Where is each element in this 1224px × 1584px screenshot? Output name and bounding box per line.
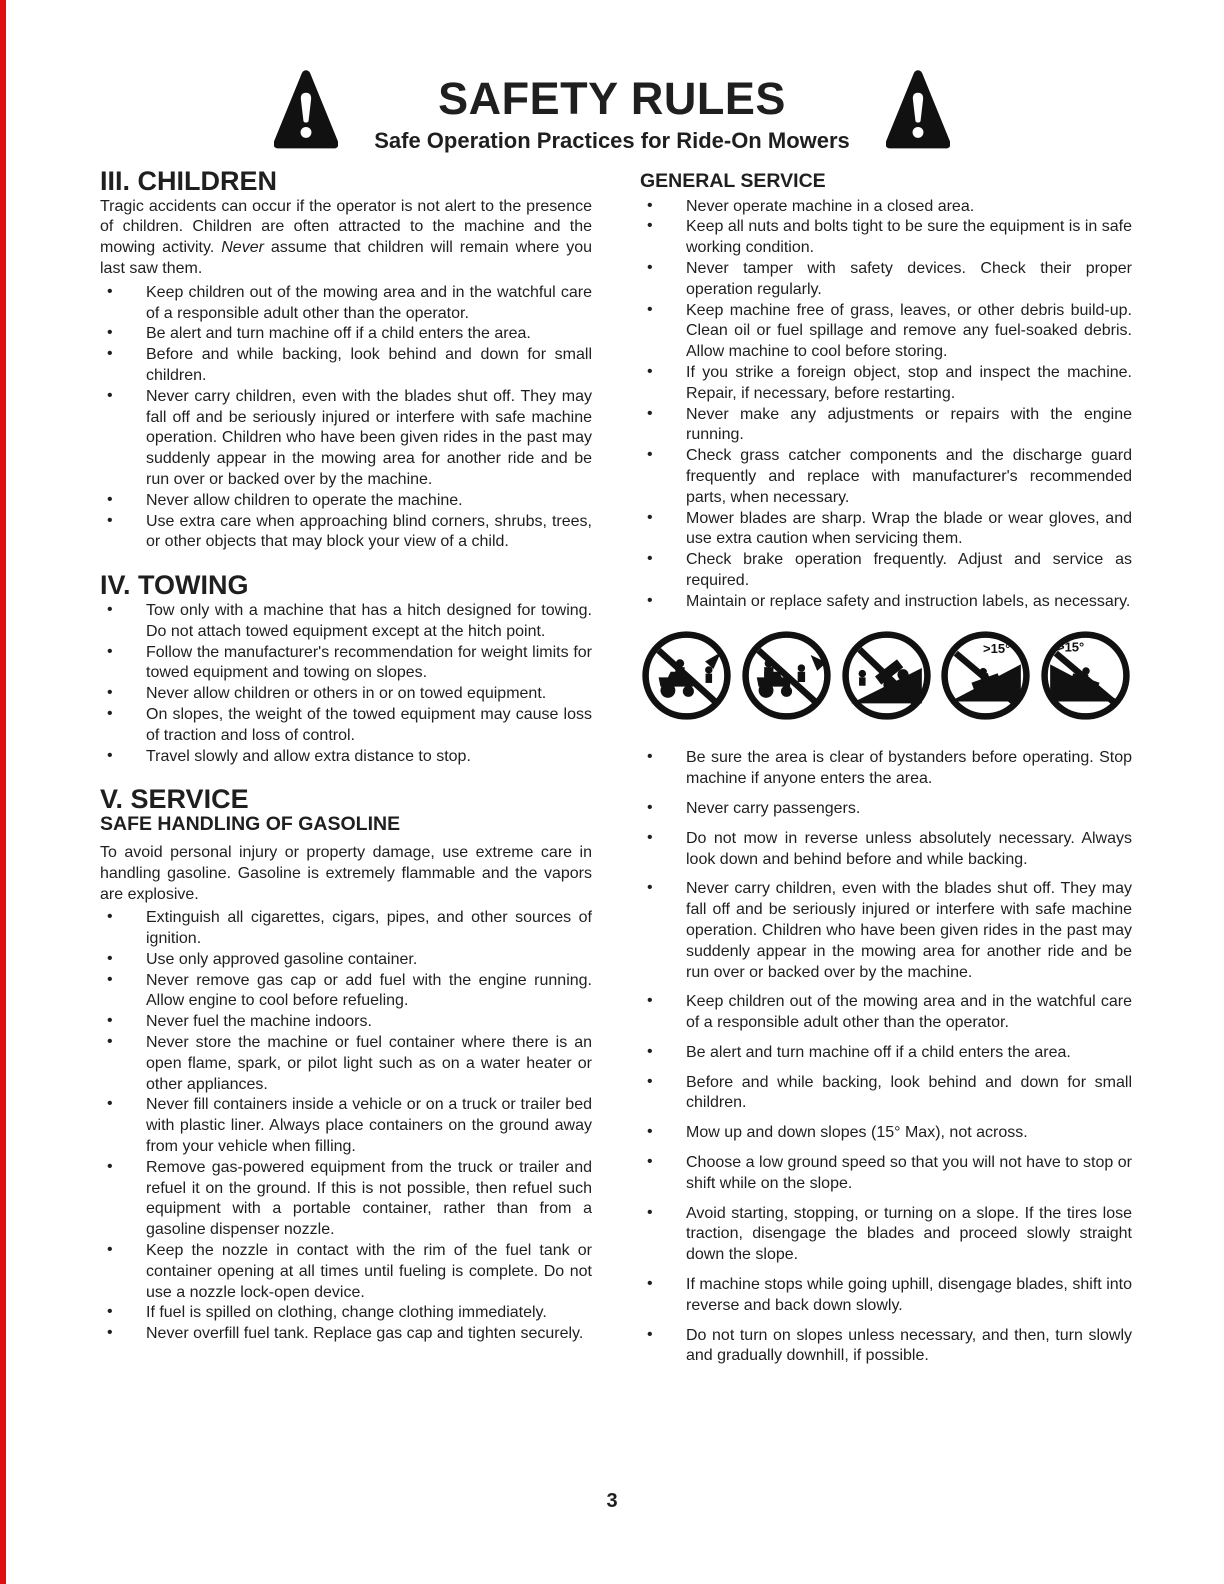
bullet-icon: •	[107, 1324, 113, 1342]
operation-bullet-list	[640, 748, 1132, 1367]
bullet-icon: •	[647, 508, 653, 526]
list-item	[640, 259, 1132, 301]
list-item	[640, 1123, 1132, 1144]
children-intro: Tragic accidents can occur if the operator is not alert to the presence of children. Children are often attracted to the machine and the mowing activity. Never assume that children will remain where you last saw them.	[100, 197, 593, 277]
no-uphill-over-15-degrees-icon	[939, 629, 1032, 729]
bullet-icon: •	[107, 345, 113, 363]
list-item	[640, 509, 1132, 551]
bullet-icon: •	[647, 1072, 653, 1090]
page-subtitle: Safe Operation Practices for Ride-On Mowers	[374, 127, 850, 153]
bullet-icon: •	[647, 591, 653, 609]
italic-never: Never	[221, 239, 264, 257]
list-item-text: Use only approved gasoline container.	[146, 950, 418, 968]
list-item	[640, 1326, 1132, 1368]
list-item	[100, 1324, 592, 1345]
list-item	[640, 829, 1132, 871]
list-item	[100, 345, 592, 387]
list-item	[100, 971, 592, 1013]
list-item	[100, 1241, 592, 1303]
bullet-icon: •	[647, 879, 653, 897]
list-item-text: Never carry passengers.	[686, 799, 861, 817]
list-item-text: Never store the machine or fuel container where there is an open flame, spark, or pilot light such as on a water heater or other appliances.	[146, 1034, 592, 1093]
list-item-text: Never overfill fuel tank. Replace gas cap and tighten securely.	[146, 1325, 584, 1343]
slope-limit-label: >15°	[1056, 638, 1085, 654]
list-item-text: If you strike a foreign object, stop and inspect the machine. Repair, if necessary, before restarting.	[686, 363, 1132, 402]
bullet-icon: •	[107, 949, 113, 967]
list-item-text: Mow up and down slopes (15° Max), not across.	[686, 1124, 1028, 1142]
section-heading-service: V. SERVICE	[100, 784, 249, 815]
bullet-icon: •	[647, 196, 653, 214]
bullet-icon: •	[647, 798, 653, 816]
list-item-text: Tow only with a machine that has a hitch designed for towing. Do not attach towed equipment except at the hitch point.	[146, 601, 592, 640]
list-item	[640, 799, 1132, 820]
no-downhill-over-15-degrees-icon	[1039, 629, 1132, 729]
towing-bullet-list	[100, 601, 592, 767]
list-item	[100, 950, 592, 971]
bullet-icon: •	[107, 1241, 113, 1259]
list-item	[640, 992, 1132, 1034]
bullet-icon: •	[107, 970, 113, 988]
bullet-icon: •	[647, 1275, 653, 1293]
list-item	[640, 197, 1132, 218]
list-item-text: Maintain or replace safety and instruction labels, as necessary.	[686, 592, 1131, 610]
subheading-safe-handling-gasoline: SAFE HANDLING OF GASOLINE	[100, 813, 401, 836]
list-item	[640, 550, 1132, 592]
list-item-text: Never fill containers inside a vehicle or on a truck or trailer bed with plastic liner. Always place containers on the ground away from your vehicle when filling.	[146, 1096, 592, 1156]
content-columns	[0, 159, 1224, 1376]
list-item-text: Do not turn on slopes unless necessary, and then, turn slowly and gradually downhill, if possible.	[686, 1326, 1132, 1365]
bullet-icon: •	[647, 1153, 653, 1171]
no-mowing-across-slopes-icon	[840, 629, 933, 729]
list-item-text: Keep all nuts and bolts tight to be sure the equipment is in safe working condition.	[686, 218, 1132, 257]
list-item-text: Extinguish all cigarettes, cigars, pipes, and other sources of ignition.	[146, 909, 592, 948]
list-item	[640, 363, 1132, 405]
bullet-icon: •	[647, 1123, 653, 1141]
list-item-text: Be sure the area is clear of bystanders before operating. Stop machine if anyone enters the area.	[686, 749, 1132, 788]
list-item	[640, 1043, 1132, 1064]
list-item-text: Choose a low ground speed so that you will not have to stop or shift while on the slope.	[686, 1154, 1132, 1192]
bullet-icon: •	[107, 282, 113, 300]
list-item	[640, 1073, 1132, 1115]
list-item	[100, 1158, 592, 1241]
list-item	[100, 1095, 592, 1157]
list-item-text: Keep the nozzle in contact with the rim of the fuel tank or container opening at all times until fueling is complete. Do not use a nozzle lock-open device.	[146, 1242, 592, 1301]
bullet-icon: •	[107, 1012, 113, 1030]
list-item	[640, 446, 1132, 508]
list-item	[640, 217, 1132, 259]
bullet-icon: •	[647, 404, 653, 422]
bullet-icon: •	[647, 1325, 653, 1343]
list-item-text: Never remove gas cap or add fuel with the engine running. Allow engine to cool before refueling.	[146, 971, 592, 1010]
bullet-icon: •	[107, 490, 113, 508]
section-heading-towing: IV. TOWING	[100, 570, 249, 601]
bullet-icon: •	[107, 642, 113, 660]
list-item-text: Do not mow in reverse unless absolutely necessary. Always look down and behind before and while backing.	[686, 829, 1132, 868]
list-item	[640, 405, 1132, 447]
list-item-text: Never tamper with safety devices. Check their proper operation regularly.	[686, 259, 1132, 298]
right-column	[640, 171, 1132, 1376]
list-item	[640, 301, 1132, 363]
bullet-icon: •	[107, 600, 113, 618]
list-item	[640, 879, 1132, 983]
list-item-text: Follow the manufacturer's recommendation for weight limits for towed equipment and towing on slopes.	[146, 643, 592, 682]
page-title: SAFETY RULES	[438, 72, 786, 124]
no-children-near-mower-icon	[640, 629, 733, 729]
page-edge-stripe	[0, 0, 6, 1584]
bullet-icon: •	[107, 684, 113, 702]
list-item-text: Never make any adjustments or repairs with the engine running.	[686, 405, 1132, 444]
bullet-icon: •	[647, 217, 653, 235]
prohibition-icons-row	[640, 629, 1132, 729]
list-item-text: If fuel is spilled on clothing, change clothing immediately.	[146, 1304, 547, 1322]
bullet-icon: •	[107, 908, 113, 926]
list-item	[100, 908, 592, 950]
list-item	[100, 283, 592, 325]
list-item-text: Remove gas-powered equipment from the truck or trailer and refuel it on the ground. If this is not possible, then refuel such equipment with a portable container, rather than from a gasoline dispenser nozzle.	[146, 1158, 592, 1239]
slope-limit-label: >15°	[983, 640, 1011, 656]
list-item	[100, 491, 592, 512]
bullet-icon: •	[647, 828, 653, 846]
bullet-icon: •	[647, 362, 653, 380]
list-item-text: Keep children out of the mowing area and in the watchful care of a responsible adult other than the operator.	[146, 283, 592, 322]
page-header	[274, 0, 950, 159]
bullet-icon: •	[647, 300, 653, 318]
list-item-text: Before and while backing, look behind and down for small children.	[146, 346, 592, 384]
list-item-text: Use extra care when approaching blind corners, shrubs, trees, or other objects that may block your view of a child.	[146, 512, 592, 551]
list-item	[100, 324, 592, 345]
section-heading-general-service: GENERAL SERVICE	[640, 169, 826, 192]
list-item	[100, 1012, 592, 1033]
bullet-icon: •	[647, 992, 653, 1010]
bullet-icon: •	[107, 324, 113, 342]
list-item-text: Keep machine free of grass, leaves, or other debris build-up. Clean oil or fuel spillage and remove any fuel-soaked debris. Allow machine to cool before storing.	[686, 301, 1132, 361]
bullet-icon: •	[107, 386, 113, 404]
list-item-text: Never carry children, even with the blades shut off. They may fall off and be seriously injured or interfere with safe machine operation. Children who have been given rides in the past may suddenly appear in the mowing area for another ride and be run over or backed over by the machine.	[146, 387, 592, 488]
list-item	[640, 1204, 1132, 1266]
list-item-text: Be alert and turn machine off if a child enters the area.	[146, 325, 531, 343]
list-item-text: Never carry children, even with the blades shut off. They may fall off and be seriously injured or interfere with safe machine operation. Children who have been given rides in the past may suddenly appear in the mowing area for another ride and be run over or backed over by the machine.	[686, 880, 1132, 981]
list-item-text: If machine stops while going uphill, disengage blades, shift into reverse and back down slowly.	[686, 1276, 1132, 1314]
list-item-text: Travel slowly and allow extra distance to stop.	[146, 747, 471, 765]
list-item-text: Avoid starting, stopping, or turning on a slope. If the tires lose traction, disengage the blades and proceed slowly straight down the slope.	[686, 1204, 1132, 1264]
list-item-text: Mower blades are sharp. Wrap the blade or wear gloves, and use extra caution when servicing them.	[686, 509, 1132, 548]
bullet-icon: •	[107, 1095, 113, 1113]
list-item-text: Check brake operation frequently. Adjust and service as required.	[686, 551, 1132, 589]
header-text	[338, 72, 886, 153]
list-item	[100, 387, 592, 491]
bullet-icon: •	[647, 1042, 653, 1060]
section-heading-children: III. CHILDREN	[100, 165, 278, 196]
bullet-icon: •	[107, 746, 113, 764]
warning-triangle-icon	[886, 68, 950, 159]
general-service-bullet-list	[640, 197, 1132, 613]
bullet-icon: •	[647, 258, 653, 276]
list-item-text: Be alert and turn machine off if a child enters the area.	[686, 1043, 1071, 1061]
list-item	[100, 705, 592, 747]
list-item	[100, 1033, 592, 1095]
list-item	[100, 643, 592, 685]
bullet-icon: •	[107, 704, 113, 722]
list-item	[640, 1153, 1132, 1195]
bullet-icon: •	[647, 446, 653, 464]
bullet-icon: •	[647, 748, 653, 766]
list-item	[640, 1275, 1132, 1317]
bullet-icon: •	[107, 1157, 113, 1175]
bullet-icon: •	[647, 1203, 653, 1221]
list-item	[100, 1303, 592, 1324]
bullet-icon: •	[107, 511, 113, 529]
list-item-text: Check grass catcher components and the discharge guard frequently and replace with manufacturer's recommended parts, when necessary.	[686, 447, 1132, 506]
list-item	[100, 747, 592, 768]
bullet-icon: •	[107, 1033, 113, 1051]
list-item	[100, 684, 592, 705]
page-number: 3	[606, 1490, 618, 1513]
bullet-icon: •	[647, 550, 653, 568]
list-item	[640, 748, 1132, 790]
left-column	[100, 165, 593, 1376]
children-bullet-list	[100, 283, 592, 553]
list-item-text: Never fuel the machine indoors.	[146, 1013, 372, 1031]
list-item-text: Before and while backing, look behind and down for small children.	[686, 1073, 1132, 1112]
list-item	[100, 601, 592, 643]
service-bullet-list	[100, 908, 592, 1345]
list-item-text: Never allow children or others in or on towed equipment.	[146, 685, 547, 703]
service-intro: To avoid personal injury or property damage, use extreme care in handling gasoline. Gasoline is extremely flammable and the vapors are explosive.	[100, 843, 592, 903]
list-item-text: Keep children out of the mowing area and in the watchful care of a responsible adult other than the operator.	[686, 993, 1132, 1032]
bullet-icon: •	[107, 1303, 113, 1321]
no-riders-behind-mower-icon	[740, 629, 833, 729]
list-item	[640, 592, 1132, 613]
list-item-text: On slopes, the weight of the towed equipment may cause loss of traction and loss of control.	[146, 705, 592, 744]
list-item-text: Never allow children to operate the machine.	[146, 491, 463, 509]
list-item	[100, 512, 592, 554]
list-item-text: Never operate machine in a closed area.	[686, 197, 975, 215]
warning-triangle-icon	[274, 68, 338, 159]
